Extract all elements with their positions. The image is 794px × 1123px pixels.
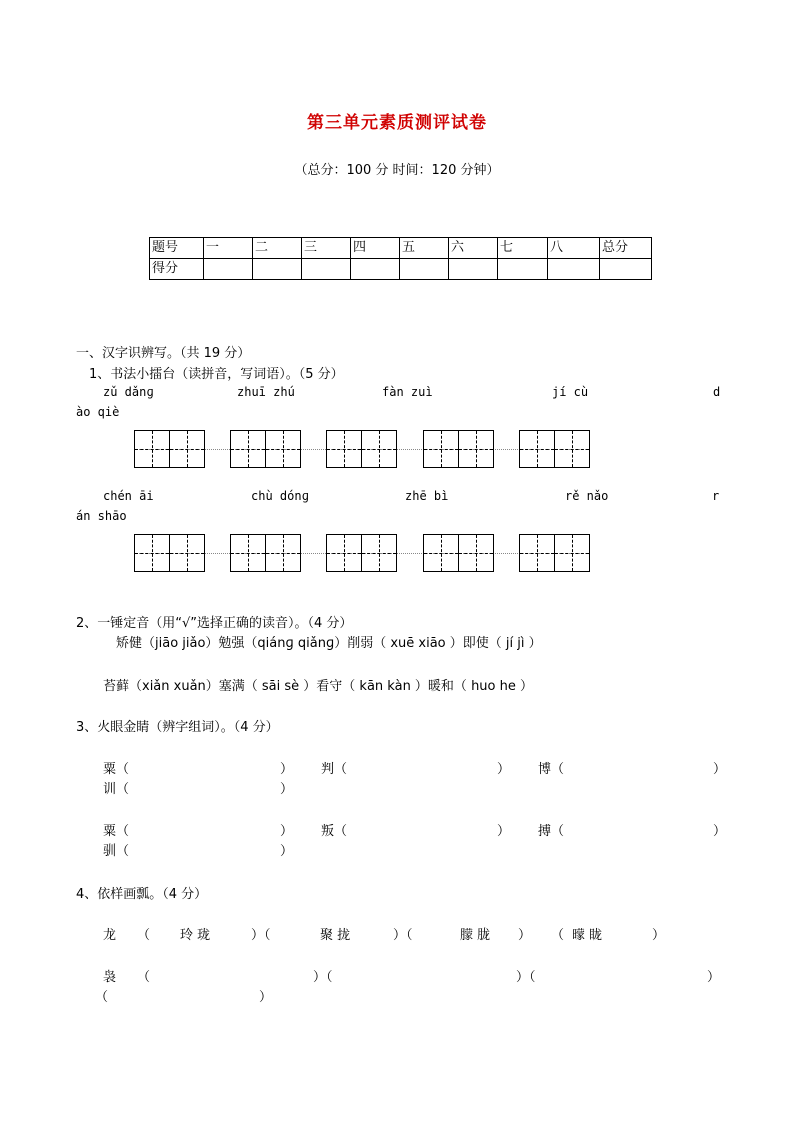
bracket: ） [259,990,273,1005]
pinyin-prompt: jí cù [552,385,589,399]
score-cell: 七 [498,238,548,259]
score-table [149,237,652,280]
score-input-cell[interactable] [400,259,449,280]
example-word: 玲 珑 [180,928,211,943]
writing-grid[interactable] [134,430,205,468]
answer-close: ） [280,824,294,839]
answer-close: ） [280,844,294,859]
score-input-cell[interactable] [548,259,600,280]
score-input-cell[interactable] [449,259,498,280]
example-word: 聚 拢 [320,928,351,943]
example-word: 曚 眬 [572,928,603,943]
score-cell: 五 [400,238,449,259]
writing-grid[interactable] [423,534,494,572]
word-prompt: 判（ [321,762,348,777]
bracket: ）（ [516,970,536,985]
word-prompt: 博（ [538,762,565,777]
pinyin-prompt: fàn zuì [382,385,433,399]
word-prompt: 袅 [103,970,117,985]
bracket: （ [137,970,151,985]
example-word: 朦 胧 [460,928,491,943]
section-heading: 一、汉字识辨写。（共 19 分） [76,346,251,361]
score-cell: 八 [548,238,600,259]
score-input-cell[interactable] [302,259,351,280]
question-line: 矫健（jiāo jiǎo）勉强（qiánɡ qiǎnɡ）削弱（ xuē xiāo ）即使（ jí jì ） [116,636,542,651]
bracket: ） [707,970,721,985]
bracket: ）（ [313,970,333,985]
pinyin-prompt: zhē bì [405,489,449,503]
score-cell: 三 [302,238,351,259]
score-cell: 一 [204,238,253,259]
exam-info: （总分：100 分 时间：120 分钟） [294,163,500,178]
page-title: 第三单元素质测评试卷 [307,113,487,133]
writing-grid[interactable] [134,534,205,572]
writing-grid[interactable] [230,534,301,572]
answer-close: ） [497,762,511,777]
bracket: （ [95,990,109,1005]
writing-grid[interactable] [519,430,590,468]
score-table-header-row [150,238,652,259]
word-prompt: 训（ [103,782,130,797]
score-cell: 题号 [150,238,204,259]
pinyin-prompt: rě nǎo [565,489,609,503]
question-heading: 4、依样画瓢。（4 分） [76,887,208,902]
bracket: （ [551,928,565,943]
score-input-cell[interactable] [253,259,302,280]
bracket: ） [652,928,666,943]
writing-grid[interactable] [326,430,397,468]
score-input-cell[interactable] [498,259,548,280]
pinyin-prompt: d [713,385,721,399]
question-heading: 2、一锤定音（用“√”选择正确的读音）。（4 分） [76,616,353,631]
writing-grid[interactable] [423,430,494,468]
pinyin-prompt: zǔ dǎnɡ [103,385,154,399]
pinyin-prompt: r [712,489,720,503]
word-prompt: 搏（ [538,824,565,839]
score-input-cell[interactable] [351,259,400,280]
score-input-cell[interactable] [204,259,253,280]
score-cell: 二 [253,238,302,259]
pinyin-prompt: zhuī zhú [237,385,295,399]
bracket: ）（ [251,928,271,943]
writing-grid[interactable] [230,430,301,468]
word-prompt: 粟（ [103,824,130,839]
answer-close: ） [713,762,727,777]
answer-close: ） [497,824,511,839]
answer-close: ） [280,762,294,777]
writing-grid[interactable] [326,534,397,572]
score-table-score-row [150,259,652,280]
question-heading: 1、书法小擂台（读拼音，写词语）。（5 分） [89,367,344,382]
word-prompt: 龙 [103,928,117,943]
pinyin-prompt: ào qiè [76,405,120,419]
bracket: （ [137,928,151,943]
answer-close: ） [713,824,727,839]
pinyin-prompt: chén āi [103,489,154,503]
word-prompt: 粟（ [103,762,130,777]
word-prompt: 驯（ [103,844,130,859]
score-cell: 四 [351,238,400,259]
score-cell: 六 [449,238,498,259]
bracket: ）（ [393,928,413,943]
pinyin-prompt: án shāo [76,509,127,523]
score-input-cell[interactable] [600,259,652,280]
score-cell: 得分 [150,259,204,280]
question-heading: 3、火眼金睛（辨字组词）。（4 分） [76,720,279,735]
score-cell: 总分 [600,238,652,259]
question-line: 苔藓（xiǎn xuǎn）塞满（ sāi sè ）看守（ kān kàn ）暖和（ huo he ） [103,679,534,694]
pinyin-prompt: chù dónɡ [251,489,309,503]
writing-grid[interactable] [519,534,590,572]
answer-close: ） [280,782,294,797]
word-prompt: 叛（ [321,824,348,839]
bracket: ） [518,928,532,943]
